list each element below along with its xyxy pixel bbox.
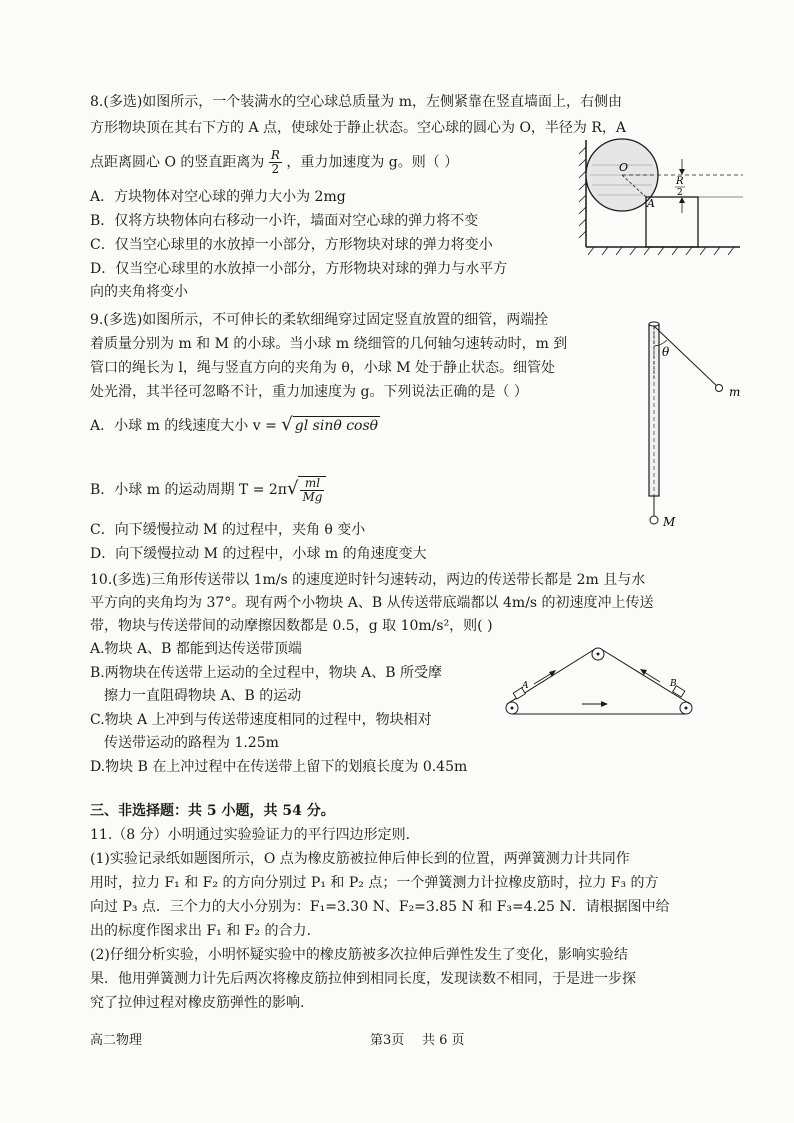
q8-option-c: C．仅当空心球里的水放掉一小部分，方形物块对球的弹力将变小 xyxy=(90,237,493,253)
footer-subject: 高二物理 xyxy=(90,1033,143,1048)
q9-figure xyxy=(635,318,745,533)
q9-option-c: C．向下缓慢拉动 M 的过程中，夹角 θ 变小 xyxy=(90,522,366,538)
q11-line-2: (1)实验记录纸如题图所示，O 点为橡皮筋被拉伸后伸长到的位置，两弹簧测力计共同作 xyxy=(90,851,630,867)
q10-line-1: 10.(多选)三角形传送带以 1m/s 的速度逆时针匀速转动，两边的传送带长都是 2m 且与水 xyxy=(90,572,646,588)
q11-line-6: (2)仔细分析实验，小明怀疑实验中的橡皮筋被多次拉伸后弹性发生了变化，影响实验结 xyxy=(90,947,628,963)
q11-line-1: 11.（8 分）小明通过实验验证力的平行四边形定则. xyxy=(90,827,411,843)
q10-option-c-line-2: 传送带运动的路程为 1.25m xyxy=(104,735,279,751)
q8-line-1: 8.(多选)如图所示，一个装满水的空心球总质量为 m，左侧紧靠在竖直墙面上，右侧由 xyxy=(90,94,623,110)
q9-line-4: 处光滑，其半径可忽略不计，重力加速度为 g。下列说法正确的是（ ） xyxy=(90,384,528,400)
q8-line-3 xyxy=(90,149,458,176)
q8-option-d-line-1: D．仅当空心球里的水放掉一小部分，方形物块对球的弹力与水平方 xyxy=(90,261,508,277)
q10-option-c-line-1: C.物块 A 上冲到与传送带速度相同的过程中，物块相对 xyxy=(90,712,432,728)
q9-figure-theta: θ xyxy=(662,345,670,359)
q9-figure-m: m xyxy=(729,385,741,399)
section-3-title: 三、非选择题：共 5 小题，共 54 分。 xyxy=(90,803,335,819)
footer-total: 共 6 页 xyxy=(422,1033,465,1048)
q9-root-sign: √ xyxy=(281,414,293,435)
q8-option-a: A．方块物体对空心球的弹力大小为 2mg xyxy=(90,189,346,205)
q9-option-a xyxy=(90,416,380,435)
q8-fraction-den: 2 xyxy=(271,162,280,176)
q10-figure-b: B xyxy=(670,679,677,689)
q9-option-b xyxy=(90,476,326,504)
q11-line-8: 究了拉伸过程对橡皮筋弹性的影响. xyxy=(90,995,305,1011)
q8-figure-a: A xyxy=(647,197,655,210)
q8-fraction-num: R xyxy=(270,148,280,162)
q9-option-a-pre: A．小球 m 的线速度大小 v = xyxy=(90,418,282,434)
q8-line-3-pre: 点距离圆心 O 的竖直距离为 xyxy=(90,154,265,171)
q8-figure-r-bot: 2 xyxy=(677,188,683,198)
q11-line-7: 果．他用弹簧测力计先后两次将橡皮筋拉伸到相同长度，发现读数不相同，于是进一步探 xyxy=(90,971,636,987)
q9-option-a-root: gl sinθ cosθ xyxy=(294,418,379,434)
q8-fraction xyxy=(269,149,282,176)
q9-line-1: 9.(多选)如图所示，不可伸长的柔软细绳穿过固定竖直放置的细管，两端拴 xyxy=(90,312,549,328)
q9-option-b-num: ml xyxy=(300,477,324,491)
q8-figure xyxy=(578,135,748,260)
q10-option-b-line-2: 擦力一直阻碍物块 A、B 的运动 xyxy=(104,688,302,704)
q9-line-2: 着质量分别为 m 和 M 的小球。当小球 m 绕细管的几何轴匀速转动时，m 到 xyxy=(90,336,568,352)
q11-line-5: 出的标度作图求出 F₁ 和 F₂ 的合力. xyxy=(90,923,311,939)
q10-option-d: D.物块 B 在上冲过程中在传送带上留下的划痕长度为 0.45m xyxy=(90,759,468,775)
q9-line-3: 管口的绳长为 l，绳与竖直方向的夹角为 θ，小球 M 处于静止状态。细管处 xyxy=(90,360,556,376)
q8-option-b: B．仅将方块物体向右移动一小许，墙面对空心球的弹力将不变 xyxy=(90,213,479,229)
q8-line-2: 方形物块顶在其右下方的 A 点，使球处于静止状态。空心球的圆心为 O，半径为 R，A xyxy=(90,120,627,136)
q8-option-d-line-2: 向的夹角将变小 xyxy=(90,284,188,300)
q9-option-d: D．向下缓慢拉动 M 的过程中，小球 m 的角速度变大 xyxy=(90,546,427,562)
q9-option-b-fraction xyxy=(298,476,326,504)
footer-page: 第3页 xyxy=(370,1033,405,1048)
q9-option-b-pre: B．小球 m 的运动周期 T = 2π xyxy=(90,482,287,498)
q10-figure-a: A xyxy=(522,681,529,691)
q8-figure-r-top: R xyxy=(676,176,684,187)
q10-line-3: 带，物块与传送带间的动摩擦因数都是 0.5，g 取 10m/s²，则( ) xyxy=(90,618,493,634)
q9-option-b-den: Mg xyxy=(302,490,323,504)
q8-figure-o: O xyxy=(619,161,629,174)
q10-figure xyxy=(500,642,700,722)
q10-option-a: A.物块 A、B 都能到达传送带顶端 xyxy=(90,641,302,657)
q8-line-3-post: ，重力加速度为 g。则（ ） xyxy=(286,154,459,171)
q9-root-sign-b: √ xyxy=(287,478,299,499)
q10-option-b-line-1: B.两物块在传送带上运动的全过程中，物块 A、B 所受摩 xyxy=(90,665,443,681)
q11-line-4: 向过 P₃ 点．三个力的大小分别为：F₁=3.30 N、F₂=3.85 N 和 F₃=4.25 N．请根据图中给 xyxy=(90,899,670,915)
q10-line-2: 平方向的夹角均为 37°。现有两个小物块 A、B 从传送带底端都以 4m/s 的初速度冲上传送 xyxy=(90,595,654,611)
q11-line-3: 用时，拉力 F₁ 和 F₂ 的方向分别过 P₁ 和 P₂ 点；一个弹簧测力计拉橡皮筋时，拉力 F₃ 的方 xyxy=(90,875,659,891)
q9-figure-big-m: M xyxy=(663,515,676,529)
